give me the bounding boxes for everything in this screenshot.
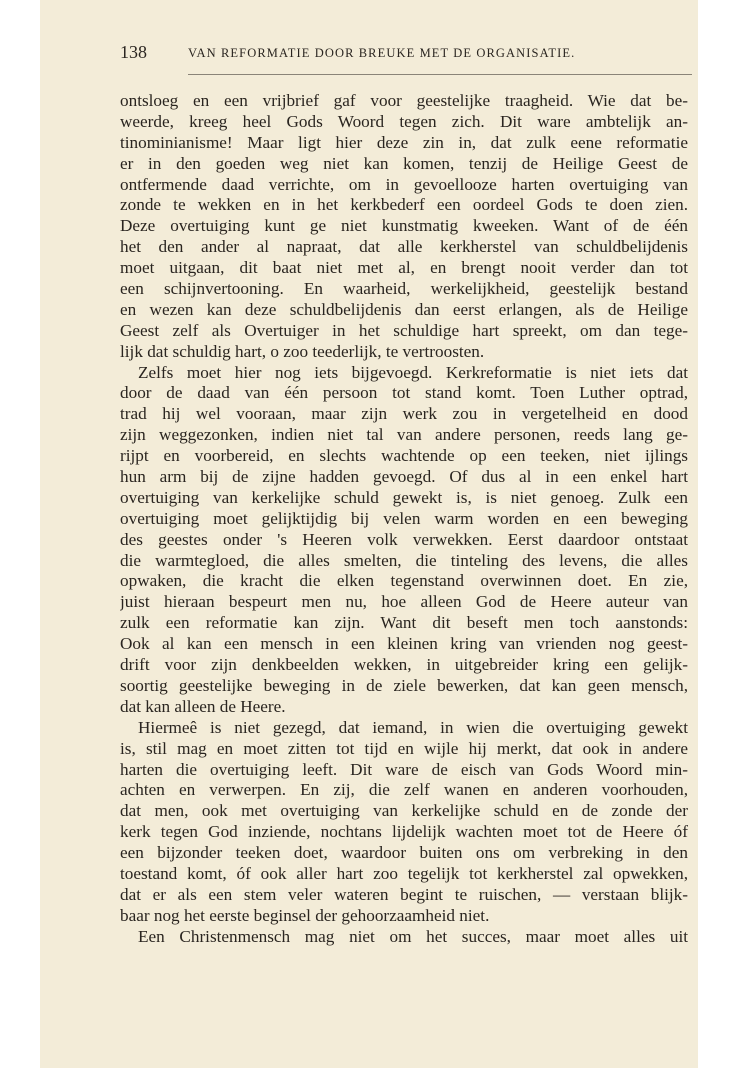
text-line: Hiermeê is niet gezegd, dat iemand, in wien die overtuiging gewekt: [138, 717, 688, 737]
text-line: Een Christenmensch mag niet om het succes, maar moet alles uit: [138, 926, 688, 946]
text-line: dat kan alleen de Heere.: [120, 696, 286, 716]
text-line: er in den goeden weg niet kan komen, tenzij de Heilige Geest de: [120, 153, 688, 173]
text-line: lijk dat schuldig hart, o zoo teederlijk, te vertroosten.: [120, 341, 485, 361]
text-line: des geestes onder 's Heeren volk verwekken. Eerst daardoor ontstaat: [120, 529, 688, 549]
text-line: tinominianisme! Maar ligt hier deze zin in, dat zulk eene reformatie: [120, 132, 688, 152]
text-line: harten die overtuiging leeft. Dit ware de eisch van Gods Woord min-: [120, 759, 688, 779]
text-line: overtuiging van kerkelijke schuld gewekt is, is niet genoeg. Zulk een: [120, 487, 688, 507]
text-line: Zelfs moet hier nog iets bijgevoegd. Kerkreformatie is niet iets dat: [138, 362, 688, 382]
text-line: dat men, ook met overtuiging van kerkelijke schuld en de zonde der: [120, 801, 688, 821]
text-line: rijpt en voorbereid, en slechts wachtende op een teeken, niet ijlings: [120, 446, 688, 466]
text-line: Geest zelf als Overtuiger in het schuldige hart spreekt, om dan tege-: [120, 320, 688, 340]
text-line: moet uitgaan, dit baat niet met al, en brengt nooit verder dan tot: [120, 258, 688, 278]
text-line: zonde te wekken en in het kerkbederf een oordeel Gods te doen zien.: [120, 195, 688, 215]
text-line: toestand komt, óf ook aller hart zoo tegelijk tot kerkherstel zal opwekken,: [120, 863, 688, 883]
text-line: trad hij wel vooraan, maar zijn werk zou in vergetelheid en dood: [120, 404, 688, 424]
running-title: VAN REFORMATIE DOOR BREUKE MET DE ORGANISATIE.: [188, 46, 576, 60]
text-line: Ook al kan een mensch in een kleinen kring van vrienden nog geest-: [120, 634, 688, 654]
text-line: zulk een reformatie kan zijn. Want dit beseft men toch aanstonds:: [120, 613, 688, 633]
text-line: baar nog het eerste beginsel der gehoorzaamheid niet.: [120, 905, 490, 925]
text-line: drift voor zijn denkbeelden wekken, in uitgebreider kring een gelijk-: [120, 655, 688, 675]
text-line: hun arm bij de zijne hadden gevoegd. Of dus al in een enkel hart: [120, 467, 688, 487]
text-line: ontfermende daad verrichte, om in gevoellooze harten overtuiging van: [120, 174, 688, 194]
header-rule: [188, 74, 692, 75]
text-line: weerde, kreeg heel Gods Woord tegen zich. Dit ware ambtelijk an-: [120, 111, 688, 131]
text-line: die warmtegloed, die alles smelten, die tinteling des levens, die alles: [120, 550, 688, 570]
text-line: juist hieraan bespeurt men nu, hoe alleen God de Heere auteur van: [120, 592, 688, 612]
text-line: opwaken, die kracht die elken tegenstand overwinnen doet. En zie,: [120, 571, 688, 591]
text-line: is, stil mag en moet zitten tot tijd en wijle hij merkt, dat ook in andere: [120, 738, 688, 758]
text-line: en wezen kan deze schuldbelijdenis dan eerst erlangen, als de Heilige: [120, 299, 688, 319]
body-text: [120, 91, 688, 948]
page-header: [120, 42, 690, 66]
text-line: door de daad van één persoon tot stand komt. Toen Luther optrad,: [120, 383, 688, 403]
text-line: kerk tegen God inziende, nochtans lijdelijk wachten moet tot de Heere óf: [120, 822, 688, 842]
book-page: [40, 0, 698, 1068]
text-line: het den ander al napraat, dat alle kerkherstel van schuldbelijdenis: [120, 237, 688, 257]
text-line: Deze overtuiging kunt ge niet kunstmatig kweeken. Want of de één: [120, 216, 688, 236]
text-line: overtuiging moet gelijktijdig bij velen warm worden en een beweging: [120, 508, 688, 528]
text-line: dat er als een stem veler wateren begint te ruischen, — verstaan blijk-: [120, 884, 688, 904]
text-line: een schijnvertooning. En waarheid, werkelijkheid, geestelijk bestand: [120, 279, 688, 299]
page-number: 138: [120, 42, 147, 62]
text-line: zijn weggezonken, indien niet tal van andere personen, reeds lang ge-: [120, 425, 688, 445]
text-line: soortig geestelijke beweging in de ziele bewerken, dat kan geen mensch,: [120, 675, 688, 695]
text-line: ontsloeg en een vrijbrief gaf voor geestelijke traagheid. Wie dat be-: [120, 91, 688, 110]
text-line: een bijzonder teeken doet, waardoor buiten ons om verbreking in den: [120, 843, 688, 863]
text-line: achten en verwerpen. En zij, die zelf wanen en anderen voorhouden,: [120, 780, 688, 800]
